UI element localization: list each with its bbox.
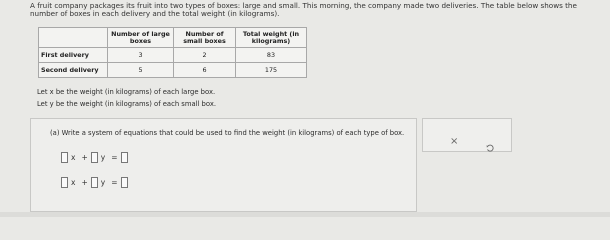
table-row <box>39 48 307 63</box>
table-header-row <box>39 28 307 48</box>
table-header-small: Number of small boxes <box>174 28 236 48</box>
undo-icon[interactable] <box>486 137 494 145</box>
delivery-table <box>38 27 307 78</box>
clear-button[interactable]: × <box>450 136 459 147</box>
row-label: Second delivery <box>39 63 108 78</box>
definition-x: Let x be the weight (in kilograms) of each large box. <box>37 88 216 96</box>
part-a-prompt: (a) Write a system of equations that could be used to find the weight (in kilograms) of each type of box. <box>50 129 405 137</box>
equation-2 <box>61 177 128 188</box>
definition-y: Let y be the weight (in kilograms) of each small box. <box>37 100 217 108</box>
cell-large: 5 <box>108 63 174 78</box>
coefficient-y-input-1[interactable] <box>91 152 98 163</box>
constant-input-1[interactable] <box>121 152 128 163</box>
tools-panel <box>422 118 512 152</box>
table-header-corner <box>39 28 108 48</box>
row-label: First delivery <box>39 48 108 63</box>
cell-small: 6 <box>174 63 236 78</box>
variable-x: x <box>71 178 76 187</box>
coefficient-y-input-2[interactable] <box>91 177 98 188</box>
cell-large: 3 <box>108 48 174 63</box>
cell-small: 2 <box>174 48 236 63</box>
plus-sign: + <box>81 178 88 187</box>
problem-intro: A fruit company packages its fruit into two types of boxes: large and small. This morning, the company made two deliveries. The table below shows the number of boxes in each delivery and the total weight (in kilograms). <box>30 1 577 19</box>
coefficient-x-input-1[interactable] <box>61 152 68 163</box>
table-header-large: Number of large boxes <box>108 28 174 48</box>
equals-sign: = <box>111 178 118 187</box>
coefficient-x-input-2[interactable] <box>61 177 68 188</box>
plus-sign: + <box>81 153 88 162</box>
table-header-weight: Total weight (in kilograms) <box>236 28 307 48</box>
cell-weight: 83 <box>236 48 307 63</box>
variable-y: y <box>100 153 106 162</box>
table-row <box>39 63 307 78</box>
variable-x: x <box>71 153 76 162</box>
constant-input-2[interactable] <box>121 177 128 188</box>
cell-weight: 175 <box>236 63 307 78</box>
variable-y: y <box>100 178 106 187</box>
bottom-bar <box>0 212 610 217</box>
answer-panel <box>30 118 417 212</box>
equals-sign: = <box>111 153 118 162</box>
equation-1 <box>61 152 128 163</box>
